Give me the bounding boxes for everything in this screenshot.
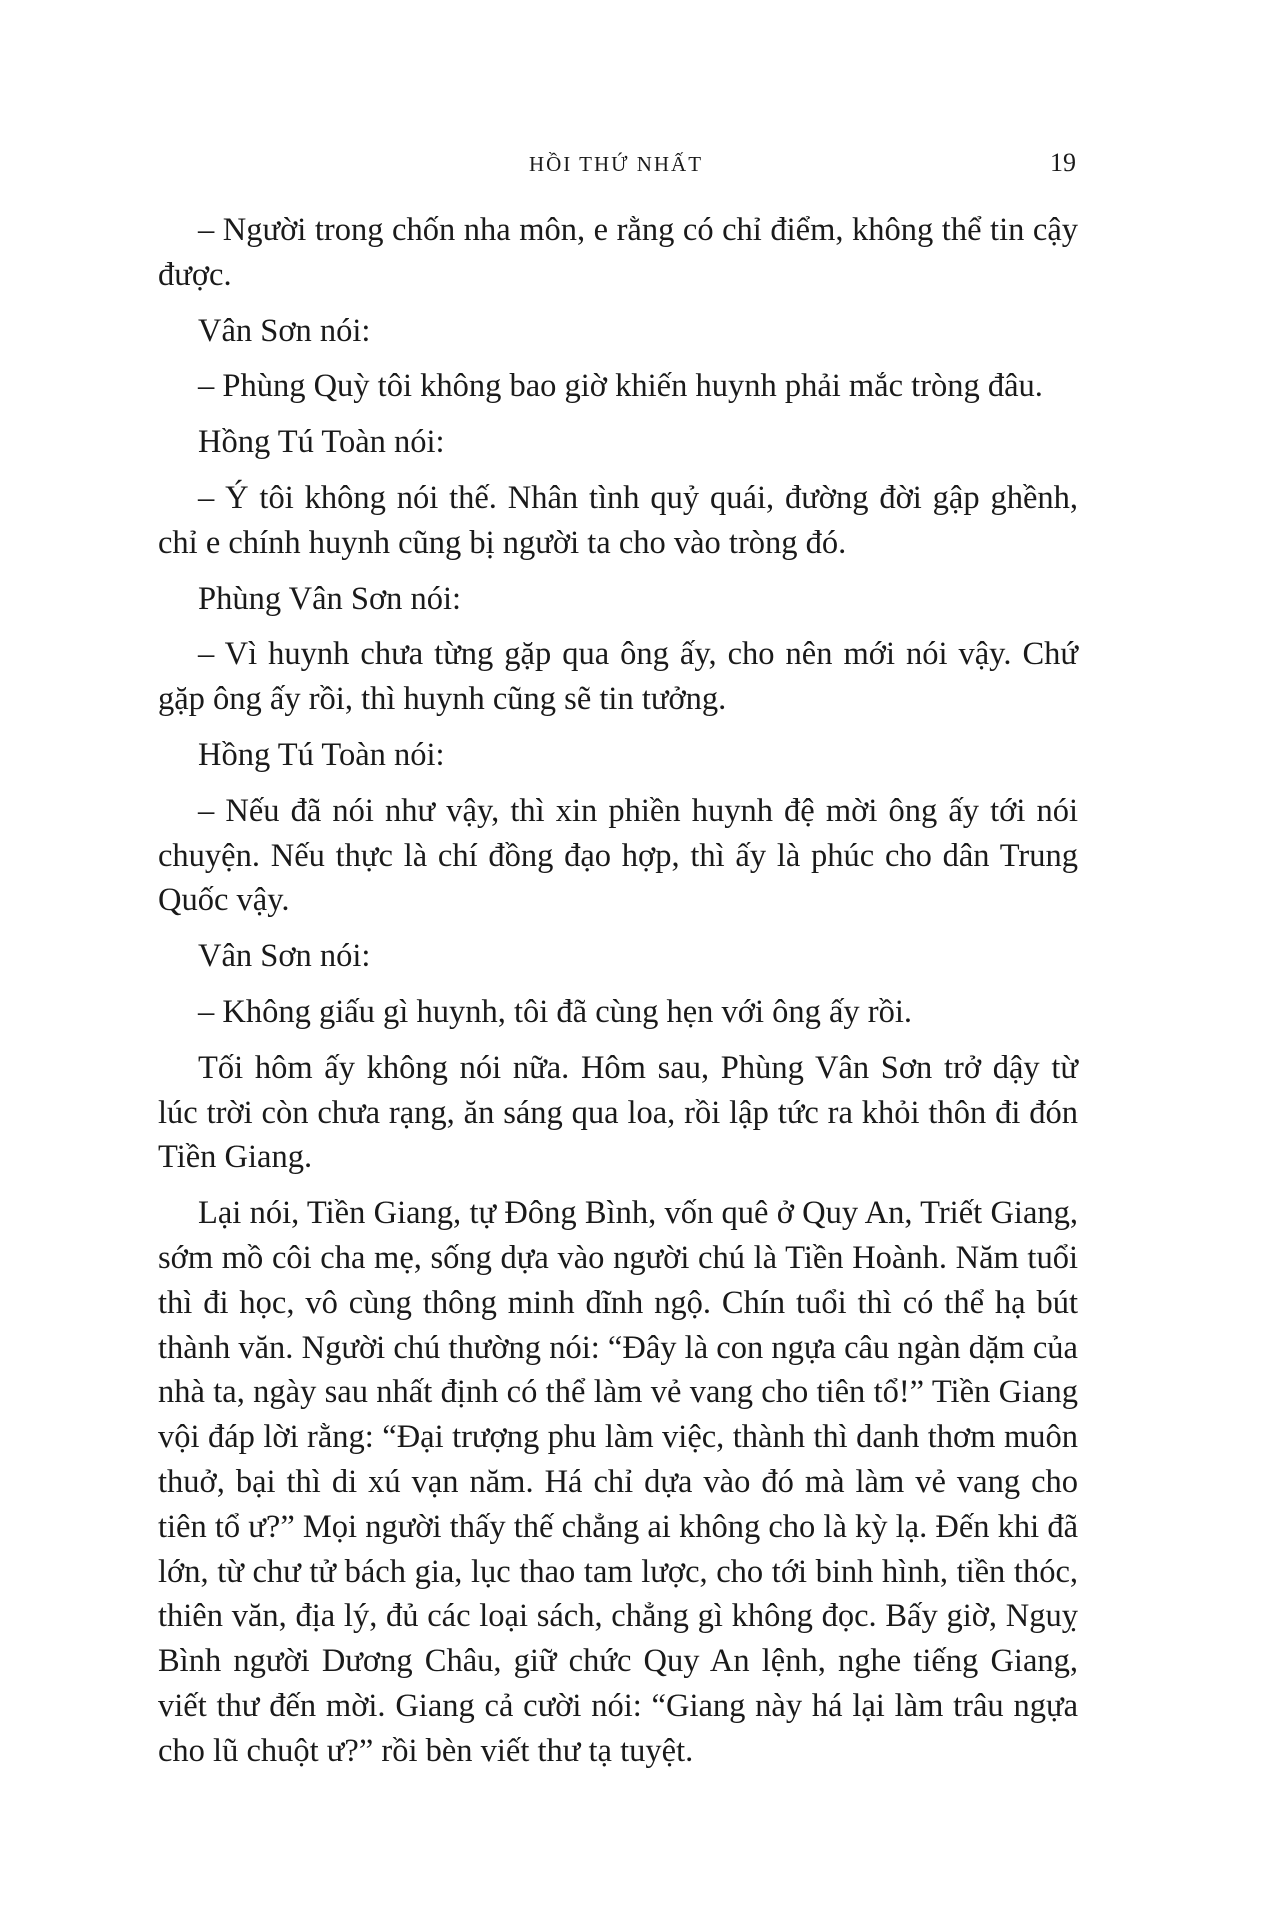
paragraph: – Vì huynh chưa từng gặp qua ông ấy, cho nên mới nói vậy. Chứ gặp ông ấy rồi, thì huynh cũng sẽ tin tưởng.	[158, 636, 1078, 718]
paragraph: Vân Sơn nói:	[198, 312, 371, 349]
body-text	[158, 208, 1078, 1785]
paragraph: Lại nói, Tiền Giang, tự Đông Bình, vốn quê ở Quy An, Triết Giang, sớm mồ côi cha mẹ, sống dựa vào người chú là Tiền Hoành. Năm tuổi thì đi học, vô cùng thông minh dĩnh ngộ. Chín tuổi thì có thể hạ bút thành văn. Người chú thường nói: “Đây là con ngựa câu ngàn dặm của nhà ta, ngày sau nhất định có thể làm vẻ vang cho tiên tổ!” Tiền Giang vội đáp lời rằng: “Đại trượng phu làm việc, thành thì danh thơm muôn thuở, bại thì di xú vạn năm. Há chỉ dựa vào đó mà làm vẻ vang cho tiên tổ ư?” Mọi người thấy thế chẳng ai không cho là kỳ lạ. Đến khi đã lớn, từ chư tử bách gia, lục thao tam lược, cho tới binh hình, tiền thóc, thiên văn, địa lý, đủ các loại sách, chẳng gì không đọc. Bấy giờ, Nguỵ Bình người Dương Châu, giữ chức Quy An lệnh, nghe tiếng Giang, viết thư đến mời. Giang cả cười nói: “Giang này há lại làm trâu ngựa cho lũ chuột ư?” rồi bèn viết thư tạ tuyệt.	[158, 1195, 1078, 1769]
paragraph: Hồng Tú Toàn nói:	[198, 424, 445, 461]
paragraph: Hồng Tú Toàn nói:	[198, 736, 445, 773]
paragraph: – Phùng Quỳ tôi không bao giờ khiến huynh phải mắc tròng đâu.	[198, 368, 1043, 405]
paragraph: Phùng Vân Sơn nói:	[198, 580, 462, 617]
page-number: 19	[1050, 148, 1076, 177]
paragraph: Tối hôm ấy không nói nữa. Hôm sau, Phùng Vân Sơn trở dậy từ lúc trời còn chưa rạng, ăn sáng qua loa, rồi lập tức ra khỏi thôn đi đón Tiền Giang.	[158, 1049, 1078, 1176]
paragraph: – Nếu đã nói như vậy, thì xin phiền huynh đệ mời ông ấy tới nói chuyện. Nếu thực là chí đồng đạo hợp, thì ấy là phúc cho dân Trung Quốc vậy.	[158, 792, 1078, 919]
paragraph: – Người trong chốn nha môn, e rằng có chỉ điểm, không thể tin cậy được.	[158, 212, 1078, 293]
paragraph: – Ý tôi không nói thế. Nhân tình quỷ quái, đường đời gập ghềnh, chỉ e chính huynh cũng bị người ta cho vào tròng đó.	[158, 479, 1078, 561]
paragraph: – Không giấu gì huynh, tôi đã cùng hẹn với ông ấy rồi.	[198, 993, 913, 1030]
paragraph: Vân Sơn nói:	[198, 938, 371, 975]
chapter-header: HỒI THỨ NHẤT	[528, 152, 704, 176]
running-head	[156, 146, 1076, 186]
